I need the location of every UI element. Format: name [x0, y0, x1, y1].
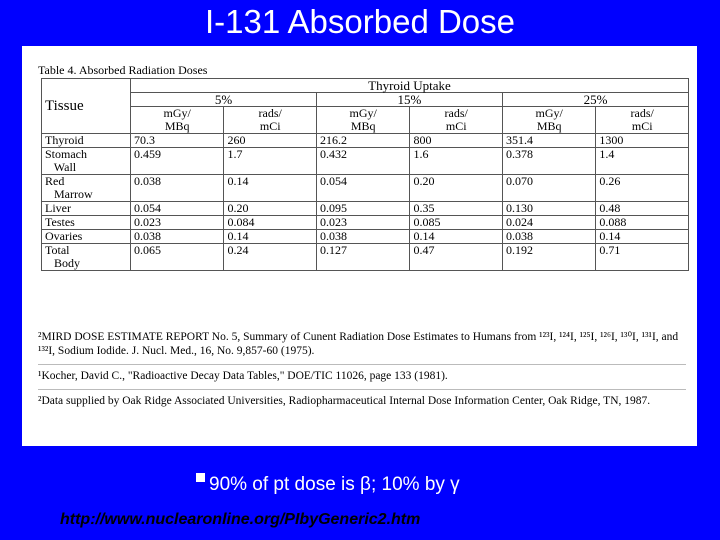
dose-value-cell: 0.14: [596, 230, 689, 244]
dose-value-cell: 0.038: [316, 230, 409, 244]
dose-value-cell: 0.35: [410, 202, 503, 216]
tissue-cell: Testes: [42, 216, 131, 230]
dose-value-cell: 0.054: [131, 202, 224, 216]
tissue-cell: Thyroid: [42, 134, 131, 148]
document-image: [22, 46, 697, 446]
square-bullet-icon: [196, 473, 205, 482]
dose-value-cell: 0.26: [596, 175, 689, 202]
dose-value-cell: 0.14: [224, 230, 317, 244]
header-row-levels: [42, 93, 689, 107]
reference-item: ²MIRD DOSE ESTIMATE REPORT No. 5, Summary of Cunent Radiation Dose Estimates to Humans from ¹²³I, ¹²⁴I, ¹²⁵I, ¹²⁶I, ¹³⁰I, ¹³¹I, and ¹³²I, Sodium Iodide. J. Nucl. Med., 16, No. 9,857-60 (1975).: [38, 326, 686, 365]
dose-value-cell: 260: [224, 134, 317, 148]
tissue-cell: Red Marrow: [42, 175, 131, 202]
dose-value-cell: 0.24: [224, 244, 317, 271]
dose-value-cell: 0.023: [316, 216, 409, 230]
source-link[interactable]: http://www.nuclearonline.org/PIbyGeneric2.htm: [60, 511, 421, 528]
unit-header: mGy/ MBq: [316, 107, 409, 134]
dose-value-cell: 0.432: [316, 148, 409, 175]
dose-value-cell: 0.130: [502, 202, 595, 216]
tissue-cell: Liver: [42, 202, 131, 216]
unit-header: rads/ mCi: [596, 107, 689, 134]
header-row-uptake: [42, 79, 689, 93]
tissue-cell: Total Body: [42, 244, 131, 271]
dose-value-cell: 0.378: [502, 148, 595, 175]
dose-value-cell: 0.038: [131, 230, 224, 244]
dose-value-cell: 0.127: [316, 244, 409, 271]
dose-value-cell: 0.192: [502, 244, 595, 271]
table-body: [42, 134, 689, 271]
reference-item: ²Data supplied by Oak Ridge Associated Universities, Radiopharmaceutical Internal Dose Information Center, Oak Ridge, TN, 1987.: [38, 395, 651, 407]
table-row: [42, 216, 689, 230]
dose-value-cell: 1.4: [596, 148, 689, 175]
dose-value-cell: 0.023: [131, 216, 224, 230]
unit-header: rads/ mCi: [410, 107, 503, 134]
dose-value-cell: 0.71: [596, 244, 689, 271]
header-row-units: [42, 107, 689, 134]
dose-value-cell: 0.088: [596, 216, 689, 230]
dose-value-cell: 1300: [596, 134, 689, 148]
tissue-header: Tissue: [42, 79, 131, 134]
dose-value-cell: 0.054: [316, 175, 409, 202]
dose-value-cell: 216.2: [316, 134, 409, 148]
dose-value-cell: 0.095: [316, 202, 409, 216]
dose-value-cell: 351.4: [502, 134, 595, 148]
dose-value-cell: 0.14: [410, 230, 503, 244]
reference-item: ¹Kocher, David C., "Radioactive Decay Data Tables," DOE/TIC 11026, page 133 (1981).: [38, 365, 686, 390]
dose-value-cell: 800: [410, 134, 503, 148]
table-row: [42, 134, 689, 148]
dose-value-cell: 0.47: [410, 244, 503, 271]
dose-value-cell: 0.065: [131, 244, 224, 271]
unit-header: mGy/ MBq: [131, 107, 224, 134]
dose-value-cell: 0.024: [502, 216, 595, 230]
bullet-text: 90% of pt dose is β; 10% by γ: [209, 474, 460, 495]
thyroid-uptake-header: Thyroid Uptake: [131, 79, 689, 93]
dose-value-cell: 0.20: [410, 175, 503, 202]
uptake-level-header: 25%: [502, 93, 688, 107]
slide-title: I-131 Absorbed Dose: [204, 3, 516, 40]
uptake-level-header: 5%: [131, 93, 317, 107]
bullet-point: [196, 470, 460, 500]
table-row: [42, 202, 689, 216]
table-row: [42, 148, 689, 175]
dose-value-cell: 0.070: [502, 175, 595, 202]
table-row: [42, 230, 689, 244]
tissue-cell: Stomach Wall: [42, 148, 131, 175]
dose-value-cell: 0.038: [502, 230, 595, 244]
dose-value-cell: 0.14: [224, 175, 317, 202]
uptake-level-header: 15%: [316, 93, 502, 107]
dose-value-cell: 1.6: [410, 148, 503, 175]
table-row: [42, 175, 689, 202]
dose-value-cell: 0.20: [224, 202, 317, 216]
dose-value-cell: 0.48: [596, 202, 689, 216]
unit-header: mGy/ MBq: [502, 107, 595, 134]
dose-value-cell: 70.3: [131, 134, 224, 148]
dose-value-cell: 0.038: [131, 175, 224, 202]
dose-value-cell: 1.7: [224, 148, 317, 175]
table-row: [42, 244, 689, 271]
dose-value-cell: 0.459: [131, 148, 224, 175]
tissue-cell: Ovaries: [42, 230, 131, 244]
unit-header: rads/ mCi: [224, 107, 317, 134]
dose-value-cell: 0.085: [410, 216, 503, 230]
table-caption: Table 4. Absorbed Radiation Doses: [38, 63, 208, 77]
dose-value-cell: 0.084: [224, 216, 317, 230]
absorbed-dose-table: [41, 78, 689, 271]
references: [38, 326, 686, 414]
